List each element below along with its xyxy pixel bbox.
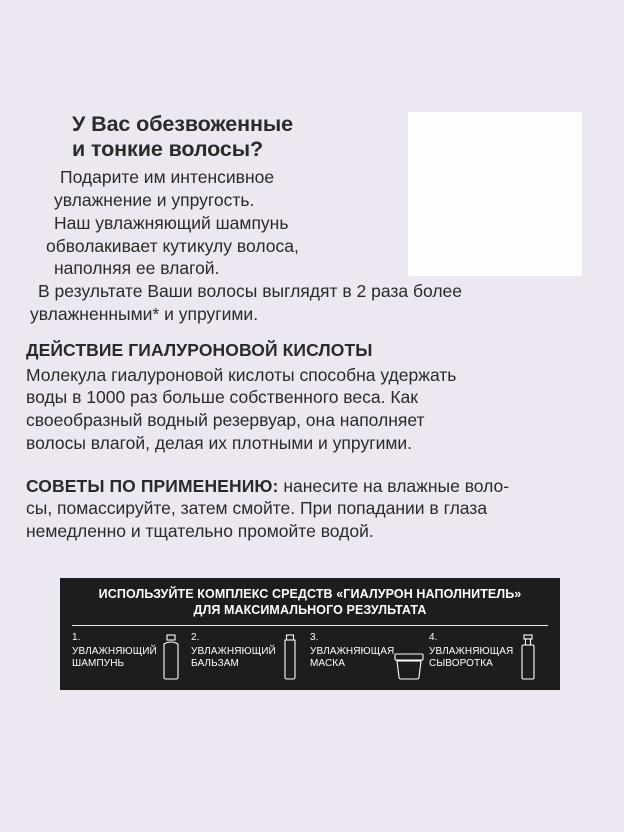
- product-photo-cutout: [408, 112, 582, 276]
- banner-step-number: 2.: [191, 632, 200, 643]
- banner-title-line-1: ИСПОЛЬЗУЙТЕ КОМПЛЕКС СРЕДСТВ «ГИАЛУРОН НАПОЛНИТЕЛЬ»: [98, 587, 522, 601]
- jar-icon: [390, 632, 428, 680]
- banner-step-text: [72, 632, 157, 671]
- page-title: [72, 112, 402, 162]
- product-range-banner: [60, 578, 560, 690]
- intro-line: В результате Ваши волосы выглядят в 2 раза более: [38, 281, 463, 302]
- usage-tips-line: немедленно и тщательно промойте водой.: [26, 521, 374, 542]
- page-title-line-2: и тонкие волосы?: [72, 137, 264, 162]
- usage-tips-paragraph: [26, 475, 598, 543]
- banner-step-label: УВЛАЖНЯЮЩАЯ МАСКА: [310, 646, 395, 670]
- section-body: [26, 364, 598, 455]
- section-usage-tips: [26, 475, 598, 543]
- intro-line: наполняя ее влагой.: [54, 258, 220, 279]
- banner-step-text: [310, 632, 395, 671]
- banner-step-text: [191, 632, 276, 671]
- banner-step-2: [191, 632, 310, 680]
- section-hyaluronic-action: [26, 340, 598, 455]
- section-line: воды в 1000 раз больше собственного веса. Как: [26, 387, 418, 408]
- tube-icon: [271, 632, 309, 680]
- banner-step-1: [72, 632, 191, 680]
- usage-tips-heading: СОВЕТЫ ПО ПРИМЕНЕНИЮ:: [26, 475, 279, 496]
- intro-line: увлажненными* и упругими.: [30, 303, 259, 324]
- intro-line: обволакивает кутикулу волоса,: [46, 235, 299, 256]
- section-line: своеобразный водный резервуар, она наполняет: [26, 410, 425, 431]
- banner-title: [70, 586, 550, 618]
- banner-step-number: 4.: [429, 632, 438, 643]
- section-line: волосы влагой, делая их плотными и упругими.: [26, 432, 413, 453]
- banner-step-number: 3.: [310, 632, 319, 643]
- banner-step-label: УВЛАЖНЯЮЩАЯ СЫВОРОТКА: [429, 646, 514, 670]
- section-line: Молекула гиалуроновой кислоты способна удержать: [26, 364, 457, 385]
- section-heading: ДЕЙСТВИЕ ГИАЛУРОНОВОЙ КИСЛОТЫ: [26, 339, 373, 360]
- intro-line: Наш увлажняющий шампунь: [54, 212, 289, 233]
- usage-tips-line: нанесите на влажные воло-: [278, 475, 510, 496]
- banner-divider: [72, 625, 548, 626]
- banner-step-label: УВЛАЖНЯЮЩИЙ ШАМПУНЬ: [72, 646, 157, 670]
- banner-step-4: [429, 632, 548, 680]
- bottle-icon: [152, 632, 190, 680]
- banner-title-line-2: ДЛЯ МАКСИМАЛЬНОГО РЕЗУЛЬТАТА: [193, 603, 427, 617]
- label-text-content: [26, 112, 598, 543]
- banner-step-label: УВЛАЖНЯЮЩИЙ БАЛЬЗАМ: [191, 646, 276, 670]
- banner-step-number: 1.: [72, 632, 81, 643]
- page-title-line-1: У Вас обезвоженные: [72, 112, 294, 136]
- intro-line: увлажнение и упругость.: [54, 190, 255, 211]
- banner-step-text: [429, 632, 514, 671]
- serum-icon: [509, 632, 547, 680]
- banner-step-3: [310, 632, 429, 680]
- banner-steps: [70, 632, 550, 680]
- usage-tips-first-line: [26, 475, 598, 498]
- usage-tips-line: сы, помассируйте, затем смойте. При попадании в глаза: [26, 498, 488, 519]
- intro-line: Подарите им интенсивное: [60, 167, 275, 188]
